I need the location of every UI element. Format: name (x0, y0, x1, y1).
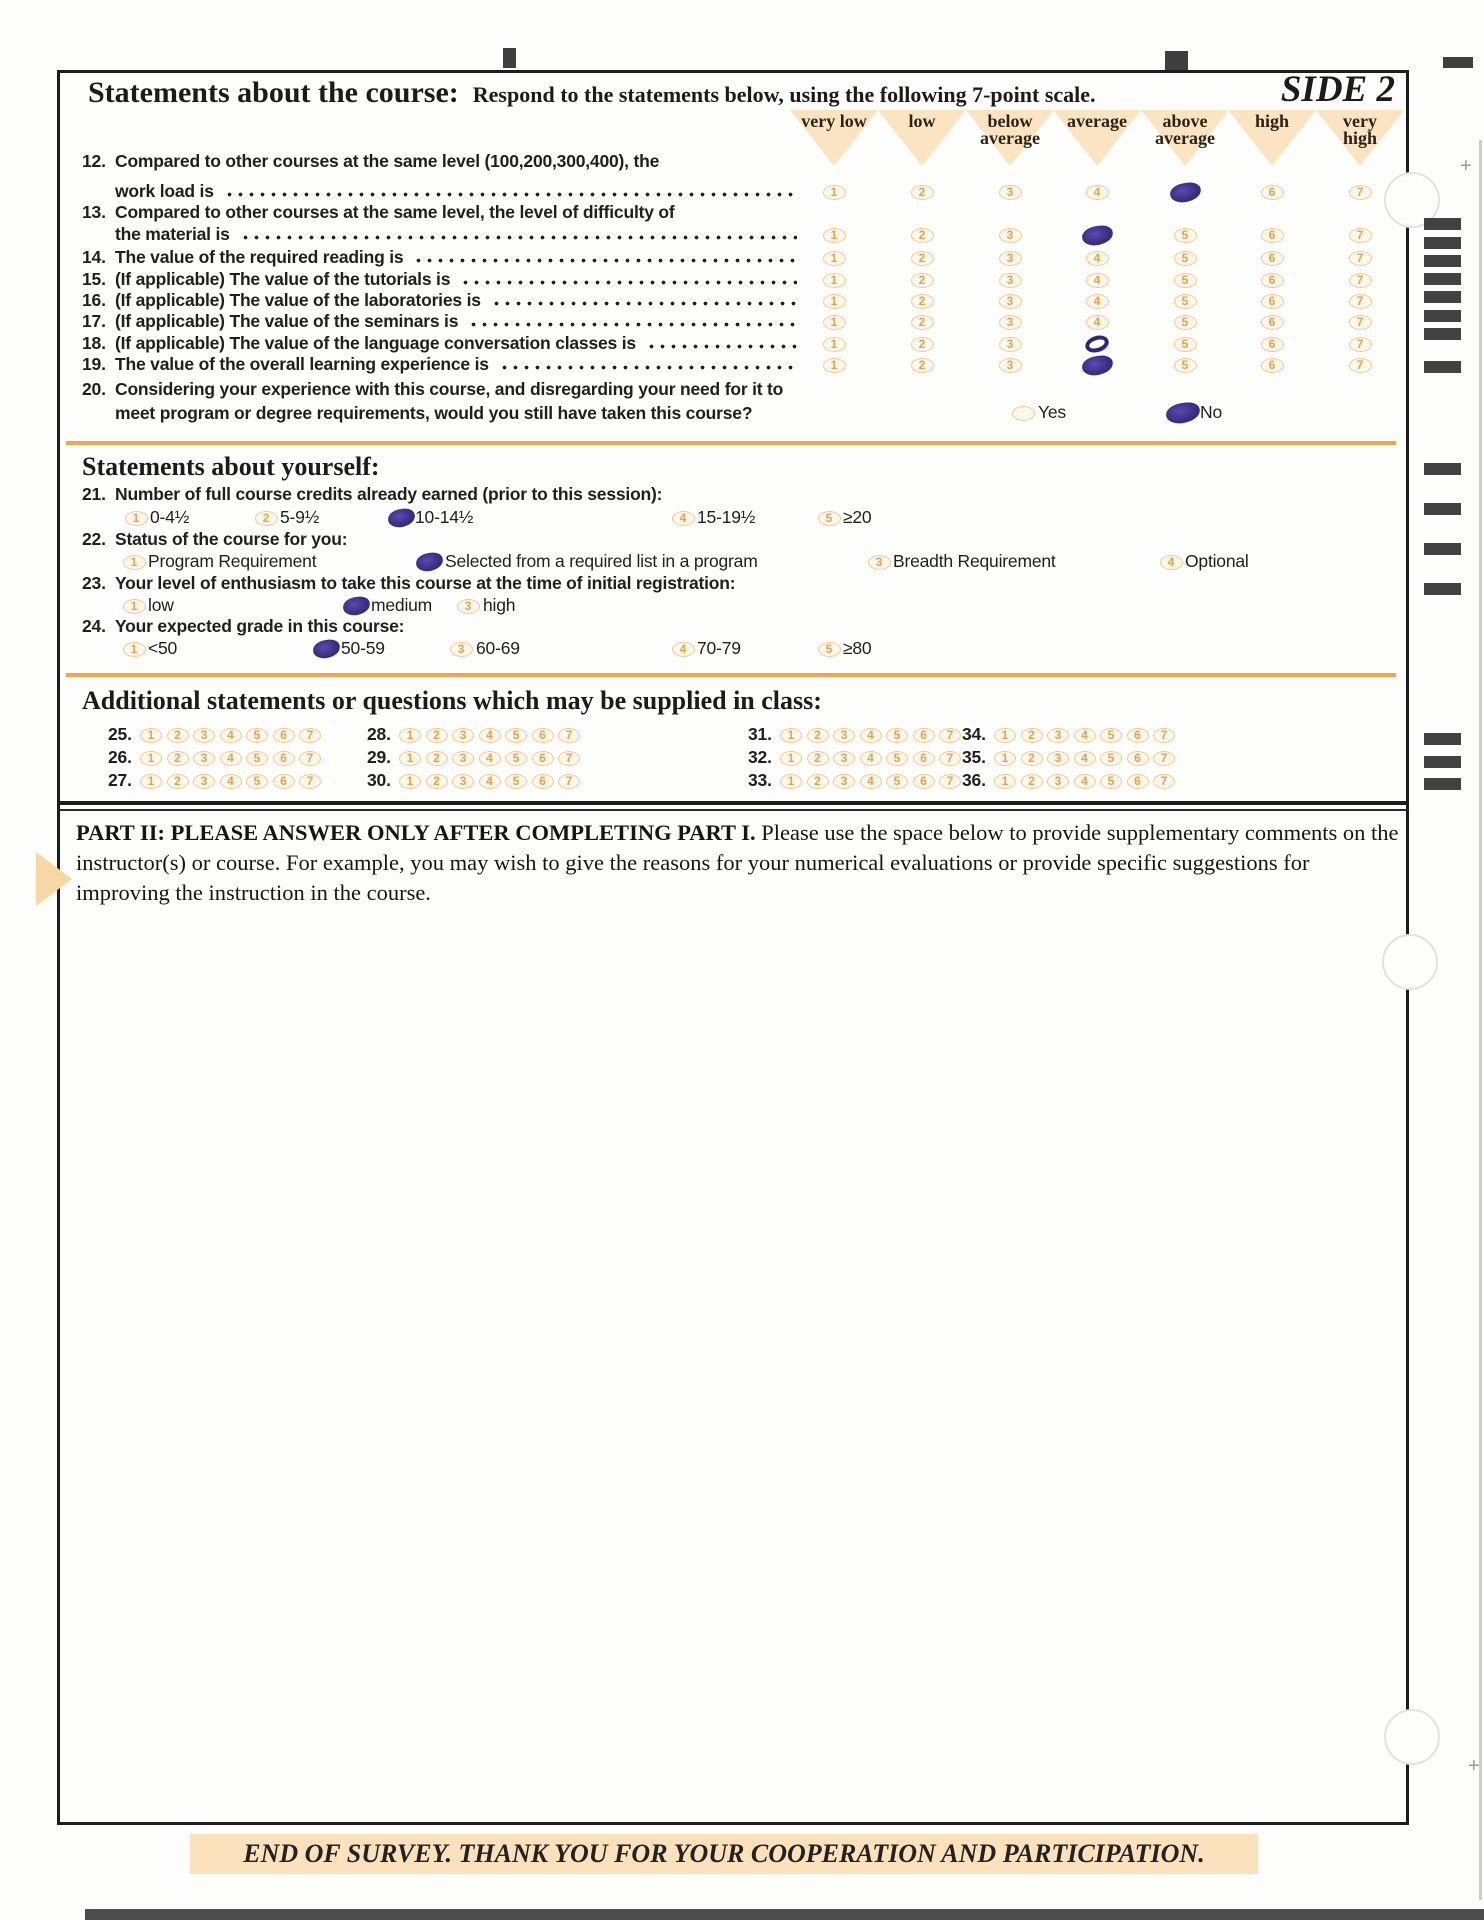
timing-mark (1424, 583, 1461, 595)
rating-bubble[interactable]: 2 (167, 728, 189, 743)
rating-bubble[interactable]: 3 (450, 642, 473, 657)
rating-bubble[interactable]: 4 (479, 774, 501, 789)
rating-bubble[interactable]: 6 (913, 774, 935, 789)
rating-bubble[interactable]: 3 (1047, 728, 1069, 743)
rating-bubble[interactable]: 1 (823, 294, 846, 309)
rating-bubble[interactable]: 7 (939, 774, 961, 789)
rating-bubble[interactable]: 3 (452, 774, 474, 789)
rating-bubble[interactable]: 1 (994, 751, 1016, 766)
rating-bubble[interactable]: 2 (911, 358, 934, 373)
option-label: ≥20 (843, 507, 872, 527)
crop-mark: + (1468, 1755, 1480, 1777)
rating-bubble[interactable]: 5 (818, 511, 841, 526)
rating-bubble[interactable]: 7 (299, 728, 321, 743)
rating-bubble[interactable]: 2 (911, 315, 934, 330)
rating-bubble[interactable]: 4 (860, 751, 882, 766)
question-number: 19. (82, 354, 106, 374)
question-text: Your level of enthusiasm to take this course at the time of initial registration: (115, 573, 736, 593)
rating-bubble[interactable]: 3 (999, 273, 1022, 288)
rating-bubble[interactable]: 2 (807, 774, 829, 789)
rating-bubble[interactable]: 2 (911, 294, 934, 309)
question-row (82, 247, 801, 268)
rating-bubble[interactable]: 5 (1174, 358, 1197, 373)
question-row (82, 202, 801, 223)
option-label: low (148, 595, 174, 615)
rating-bubble[interactable]: 2 (426, 728, 448, 743)
rating-bubble[interactable]: 2 (1021, 774, 1043, 789)
rating-bubble[interactable]: 5 (1100, 751, 1122, 766)
rating-bubble[interactable]: 5 (818, 642, 841, 657)
rating-bubble[interactable]: 6 (913, 728, 935, 743)
question-row (82, 379, 882, 400)
part1-subtitle: Respond to the statements below, using the following 7-point scale. (472, 82, 1096, 107)
question-text: (If applicable) The value of the laboratories is (115, 290, 481, 310)
rating-bubble[interactable]: 3 (193, 774, 215, 789)
rating-bubble[interactable]: 7 (1349, 315, 1372, 330)
question-number: 30. (367, 770, 391, 790)
rating-bubble[interactable]: 4 (220, 774, 242, 789)
option-label: 60-69 (476, 638, 520, 658)
rating-bubble[interactable]: 2 (167, 774, 189, 789)
timing-mark (1424, 273, 1461, 285)
option-label: Breadth Requirement (893, 551, 1056, 571)
rating-bubble[interactable]: 5 (505, 774, 527, 789)
question-number: 20. (82, 379, 106, 399)
option-label: medium (371, 595, 433, 615)
timing-mark (1424, 733, 1461, 745)
option-label: Program Requirement (148, 551, 317, 571)
option-label: Yes (1038, 402, 1066, 422)
question-text: (If applicable) The value of the seminars is (115, 311, 459, 331)
rating-bubble[interactable]: 1 (399, 774, 421, 789)
question-row (82, 333, 801, 354)
rating-bubble[interactable]: 2 (426, 774, 448, 789)
rating-bubble[interactable]: 6 (1127, 774, 1149, 789)
rating-bubble[interactable]: 4 (1074, 774, 1096, 789)
question-number: 36. (962, 770, 986, 790)
question-text: (If applicable) The value of the tutorials is (115, 269, 451, 289)
comments-area[interactable] (70, 920, 1400, 1810)
rating-bubble[interactable]: 1 (123, 555, 146, 570)
rating-bubble[interactable]: 4 (1074, 728, 1096, 743)
question-row (82, 354, 801, 375)
scale-label: low (908, 111, 936, 131)
timing-mark (1424, 361, 1461, 373)
rating-bubble[interactable]: 5 (505, 751, 527, 766)
question-text: The value of the required reading is (115, 247, 404, 267)
question-text: meet program or degree requirements, would you still have taken this course? (115, 403, 753, 423)
question-text: (If applicable) The value of the language conversation classes is (115, 333, 636, 353)
rating-bubble[interactable]: 2 (426, 751, 448, 766)
rating-bubble[interactable]: 5 (1174, 294, 1197, 309)
rating-bubble[interactable]: 6 (273, 751, 295, 766)
rating-bubble[interactable]: 7 (1349, 337, 1372, 352)
scale-label: high (1254, 111, 1290, 131)
rating-bubble[interactable]: 1 (399, 728, 421, 743)
question-number: 22. (82, 529, 106, 549)
dotted-leader (468, 320, 797, 329)
question-number: 12. (82, 151, 106, 171)
question-number: 25. (108, 724, 132, 744)
option-label: 0-4½ (150, 507, 190, 527)
rating-bubble[interactable]: 5 (886, 751, 908, 766)
rating-bubble[interactable]: 6 (1261, 315, 1284, 330)
rating-bubble[interactable]: 3 (999, 315, 1022, 330)
rating-bubble[interactable]: 6 (273, 774, 295, 789)
rating-bubble[interactable]: 1 (140, 774, 162, 789)
rating-bubble[interactable]: 2 (911, 251, 934, 266)
question-row (82, 181, 801, 202)
question-text: Status of the course for you: (115, 529, 348, 549)
question-text: Compared to other courses at the same level (100,200,300,400), the (115, 151, 660, 171)
rating-bubble[interactable]: 2 (911, 185, 934, 200)
question-text: Number of full course credits already earned (prior to this session): (115, 484, 663, 504)
rating-bubble[interactable]: 5 (886, 728, 908, 743)
rating-bubble[interactable]: 4 (1160, 555, 1183, 570)
rating-bubble[interactable]: 7 (939, 751, 961, 766)
question-number: 15. (82, 269, 106, 289)
rating-bubble[interactable]: 3 (1047, 751, 1069, 766)
rating-bubble[interactable]: 5 (1174, 273, 1197, 288)
rating-bubble[interactable]: 4 (1086, 294, 1109, 309)
rating-bubble[interactable]: 3 (1047, 774, 1069, 789)
rating-bubble[interactable]: 1 (125, 511, 148, 526)
rating-bubble[interactable]: 4 (479, 728, 501, 743)
question-text: work load is (115, 181, 214, 201)
rating-bubble[interactable]: 1 (140, 728, 162, 743)
rating-bubble[interactable]: 7 (1349, 273, 1372, 288)
timing-mark (1424, 310, 1461, 322)
option-label: ≥80 (843, 638, 872, 658)
question-number: 28. (367, 724, 391, 744)
rating-bubble[interactable]: 6 (1261, 294, 1284, 309)
option-label: <50 (148, 638, 178, 658)
rating-bubble[interactable]: 7 (939, 728, 961, 743)
option-label: Optional (1185, 551, 1249, 571)
rating-bubble[interactable]: 5 (1174, 228, 1197, 243)
rating-bubble[interactable]: 1 (780, 751, 802, 766)
timing-mark (1424, 291, 1461, 303)
question-number: 26. (108, 747, 132, 767)
rating-bubble[interactable]: 1 (823, 337, 846, 352)
option-label: high (483, 595, 516, 615)
rating-bubble[interactable]: 6 (1127, 728, 1149, 743)
question-number: 33. (748, 770, 772, 790)
rating-bubble[interactable]: 6 (273, 728, 295, 743)
rating-bubble[interactable]: 2 (1021, 728, 1043, 743)
question-row (82, 403, 882, 424)
question-text: Considering your experience with this course, and disregarding your need for it to (115, 379, 784, 399)
question-row (82, 224, 801, 245)
rating-bubble[interactable]: 1 (994, 728, 1016, 743)
option-label: 15-19½ (697, 507, 756, 527)
rating-bubble[interactable]: 4 (479, 751, 501, 766)
rating-bubble[interactable]: 2 (167, 751, 189, 766)
rating-bubble[interactable]: 4 (860, 774, 882, 789)
scan-bottom-edge (85, 1909, 1484, 1920)
rating-bubble[interactable]: 4 (1086, 315, 1109, 330)
rating-bubble[interactable]: 5 (1174, 337, 1197, 352)
option-label: 70-79 (697, 638, 741, 658)
rating-bubble[interactable]: 7 (1349, 251, 1372, 266)
side-label: SIDE 2 (1280, 69, 1395, 110)
question-number: 13. (82, 202, 106, 222)
timing-mark (1424, 218, 1461, 230)
question-text: Compared to other courses at the same level, the level of difficulty of (115, 202, 675, 222)
rating-bubble[interactable]: 4 (672, 511, 695, 526)
rating-bubble[interactable]: 6 (1127, 751, 1149, 766)
yourself-title: Statements about yourself: (82, 452, 380, 481)
rating-bubble[interactable]: 6 (1261, 358, 1284, 373)
rating-bubble[interactable]: 5 (1100, 728, 1122, 743)
rating-bubble[interactable]: 1 (123, 642, 146, 657)
rating-bubble[interactable] (1012, 406, 1035, 421)
option-label: Selected from a required list in a program (445, 551, 758, 571)
rating-bubble[interactable]: 1 (823, 228, 846, 243)
section-divider (66, 673, 1396, 677)
rating-bubble[interactable]: 3 (999, 228, 1022, 243)
rating-bubble[interactable]: 6 (1261, 273, 1284, 288)
rating-bubble[interactable]: 7 (1153, 728, 1175, 743)
rating-bubble[interactable]: 5 (1100, 774, 1122, 789)
rating-bubble[interactable]: 1 (823, 315, 846, 330)
registration-mark (1165, 51, 1188, 71)
question-number: 29. (367, 747, 391, 767)
additional-title: Additional statements or questions which may be supplied in class: (82, 686, 822, 715)
timing-mark (1424, 756, 1461, 768)
scale-label: very low (801, 111, 867, 131)
rating-bubble[interactable]: 7 (299, 751, 321, 766)
dotted-leader (491, 299, 797, 308)
question-number: 16. (82, 290, 106, 310)
rating-bubble[interactable]: 4 (1086, 273, 1109, 288)
rating-bubble[interactable]: 5 (505, 728, 527, 743)
rating-bubble[interactable]: 3 (999, 358, 1022, 373)
rating-bubble[interactable]: 7 (1349, 294, 1372, 309)
question-number: 32. (748, 747, 772, 767)
rating-bubble[interactable]: 1 (780, 728, 802, 743)
question-number: 18. (82, 333, 106, 353)
crop-mark: + (1460, 155, 1472, 177)
dotted-leader (224, 190, 797, 199)
part2-body: Please use the space below to provide supplementary comments on the instructor(s) or course. For example, you may wish to give the reasons for your numerical evaluations or provide specific suggestions for improving the instruction in the course. (76, 820, 1399, 905)
hole-punch (1384, 1709, 1440, 1765)
section-divider (66, 441, 1396, 445)
rating-bubble[interactable]: 3 (833, 774, 855, 789)
timing-mark (1424, 237, 1461, 249)
question-number: 14. (82, 247, 106, 267)
option-label: 50-59 (341, 638, 385, 658)
rating-bubble[interactable]: 3 (193, 728, 215, 743)
rating-bubble[interactable]: 1 (994, 774, 1016, 789)
question-number: 27. (108, 770, 132, 790)
timing-mark (1424, 328, 1461, 340)
rating-bubble[interactable]: 3 (833, 751, 855, 766)
rating-bubble[interactable]: 2 (807, 751, 829, 766)
rating-bubble[interactable]: 7 (1153, 774, 1175, 789)
question-number: 23. (82, 573, 106, 593)
question-row (82, 311, 801, 332)
rating-bubble[interactable]: 3 (457, 599, 480, 614)
rating-bubble[interactable]: 1 (823, 273, 846, 288)
option-label: 5-9½ (280, 507, 320, 527)
registration-mark (1443, 57, 1473, 68)
question-row (82, 290, 801, 311)
question-number: 24. (82, 616, 106, 636)
rating-bubble[interactable]: 3 (452, 728, 474, 743)
rating-bubble[interactable]: 5 (246, 728, 268, 743)
timing-mark (1424, 543, 1461, 555)
page-edge-shadow (1479, 140, 1482, 1900)
rating-bubble[interactable]: 7 (299, 774, 321, 789)
rating-bubble[interactable]: 5 (1174, 315, 1197, 330)
question-row (82, 529, 1382, 550)
question-text: Your expected grade in this course: (115, 616, 405, 636)
rating-bubble[interactable]: 4 (1086, 251, 1109, 266)
scale-label: above average (1155, 111, 1215, 148)
dotted-leader (646, 342, 797, 351)
question-number: 34. (962, 724, 986, 744)
timing-mark (1424, 463, 1461, 475)
scale-label: very high (1342, 111, 1378, 148)
question-number: 31. (748, 724, 772, 744)
rating-bubble[interactable]: 4 (1086, 185, 1109, 200)
rating-bubble[interactable]: 1 (123, 599, 146, 614)
question-row (82, 269, 801, 290)
question-text: The value of the overall learning experience is (115, 354, 489, 374)
rating-bubble[interactable]: 7 (1349, 228, 1372, 243)
rating-bubble[interactable]: 4 (860, 728, 882, 743)
question-number: 17. (82, 311, 106, 331)
registration-mark (503, 48, 516, 68)
part2-heading: PART II: PLEASE ANSWER ONLY AFTER COMPLETING PART I. (76, 820, 756, 845)
rating-bubble[interactable]: 3 (868, 555, 891, 570)
rating-bubble[interactable]: 5 (1174, 251, 1197, 266)
rating-bubble[interactable]: 3 (833, 728, 855, 743)
rating-bubble[interactable]: 3 (999, 337, 1022, 352)
rating-bubble[interactable]: 6 (532, 728, 554, 743)
rating-bubble[interactable]: 4 (220, 728, 242, 743)
rating-bubble[interactable]: 1 (780, 774, 802, 789)
part1-title: Statements about the course: (88, 76, 459, 109)
rating-bubble[interactable]: 2 (911, 273, 934, 288)
rating-bubble[interactable]: 7 (1153, 751, 1175, 766)
part-divider (57, 809, 1409, 811)
timing-mark (1424, 503, 1461, 515)
hole-punch (1382, 934, 1438, 990)
end-banner (190, 1834, 1258, 1874)
rating-bubble[interactable]: 7 (1349, 185, 1372, 200)
rating-bubble[interactable]: 7 (558, 751, 580, 766)
end-banner-text: END OF SURVEY. THANK YOU FOR YOUR COOPERATION AND PARTICIPATION. (243, 1839, 1205, 1868)
rating-bubble[interactable]: 6 (1261, 251, 1284, 266)
rating-bubble[interactable]: 6 (1261, 337, 1284, 352)
option-label: No (1200, 402, 1222, 422)
rating-bubble[interactable]: 4 (1074, 751, 1096, 766)
rating-bubble[interactable]: 6 (1261, 185, 1284, 200)
rating-bubble[interactable]: 7 (1349, 358, 1372, 373)
question-row (82, 484, 1382, 505)
question-number: 21. (82, 484, 106, 504)
scale-label: below average (980, 111, 1040, 148)
rating-bubble[interactable]: 1 (823, 251, 846, 266)
rating-bubble[interactable]: 3 (452, 751, 474, 766)
rating-bubble[interactable]: 2 (1021, 751, 1043, 766)
rating-bubble[interactable]: 5 (246, 751, 268, 766)
rating-bubble[interactable]: 4 (220, 751, 242, 766)
dotted-leader (460, 278, 797, 287)
rating-bubble[interactable]: 1 (140, 751, 162, 766)
option-label: 10-14½ (415, 507, 474, 527)
rating-bubble[interactable]: 2 (807, 728, 829, 743)
rating-bubble[interactable]: 6 (913, 751, 935, 766)
question-number: 35. (962, 747, 986, 767)
rating-bubble[interactable]: 3 (999, 251, 1022, 266)
timing-mark (1424, 255, 1461, 267)
rating-bubble[interactable]: 3 (999, 294, 1022, 309)
question-row (82, 573, 1382, 594)
part-divider (57, 801, 1409, 805)
rating-bubble[interactable]: 1 (823, 358, 846, 373)
rating-bubble[interactable]: 7 (558, 774, 580, 789)
rating-bubble[interactable]: 1 (399, 751, 421, 766)
dotted-leader (240, 233, 797, 242)
rating-bubble[interactable]: 2 (255, 511, 278, 526)
question-text: the material is (115, 224, 230, 244)
rating-bubble[interactable]: 6 (532, 774, 554, 789)
rating-bubble[interactable]: 3 (999, 185, 1022, 200)
scale-label: average (1067, 111, 1127, 131)
rating-bubble[interactable]: 3 (193, 751, 215, 766)
rating-bubble[interactable]: 4 (672, 642, 695, 657)
rating-bubble[interactable]: 6 (1261, 228, 1284, 243)
rating-bubble[interactable]: 2 (911, 337, 934, 352)
rating-bubble[interactable]: 6 (532, 751, 554, 766)
question-row (82, 151, 801, 172)
rating-bubble[interactable]: 5 (246, 774, 268, 789)
rating-bubble[interactable]: 1 (823, 185, 846, 200)
dotted-leader (413, 256, 797, 265)
rating-bubble[interactable]: 5 (886, 774, 908, 789)
rating-bubble[interactable]: 2 (911, 228, 934, 243)
rating-bubble[interactable]: 7 (558, 728, 580, 743)
question-row (82, 616, 1382, 637)
timing-mark (1424, 778, 1461, 790)
dotted-leader (499, 363, 797, 372)
part2-paragraph (76, 818, 1406, 908)
